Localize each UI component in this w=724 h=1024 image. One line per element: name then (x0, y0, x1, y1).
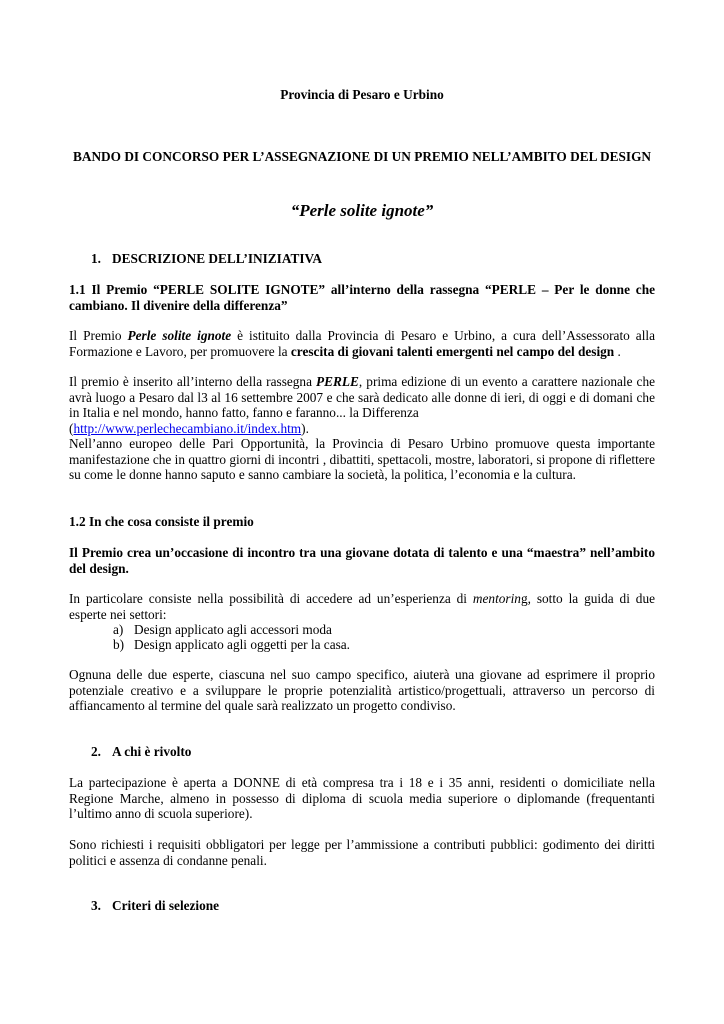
paragraph-perle-rassegna: Il premio è inserito all’interno della rassegna PERLE, prima edizione di un evento a carattere nazionale che avrà luogo a Pesaro dal l3 al 16 settembre 2007 e che sarà dedicato alle donne di ieri, di oggi e di domani che in Italia e nel mondo, hanno fatto, fanno e faranno... la Differenza (http://www.perlechecambiano.it/index.htm). (69, 374, 656, 436)
premio-title: “Perle solite ignote” (290, 201, 434, 220)
paragraph-requisiti: Sono richiesti i requisiti obbligatori per legge per l’ammissione a contributi pubblici: godimento dei diritti politici e assenza di condanne penali. (69, 837, 655, 868)
perle-website-link[interactable]: http://www.perlechecambiano.it/index.htm (73, 420, 302, 436)
section3-heading: 3. Criteri di selezione (91, 898, 220, 913)
province-title: Provincia di Pesaro e Urbino (280, 87, 444, 102)
paragraph-mentoring: In particolare consiste nella possibilità di accedere ad un’esperienza di mentoring, sotto la guida di due esperte nei settori: (69, 591, 655, 622)
paragraph-esperte: Ognuna delle due esperte, ciascuna nel suo campo specifico, aiuterà una giovane ad esprimere il proprio potenziale creativo e a sviluppare le proprie potenzialità artistico/progettuali, attraverso un percorso di affiancamento al termine del quale sarà realizzato un progetto condiviso. (69, 667, 655, 714)
subsection-1-2-heading: 1.2 In che cosa consiste il premio (69, 514, 254, 529)
paragraph-premio-intro: Il Premio Perle solite ignote è istituito dalla Provincia di Pesaro e Urbino, a cura dell’Assessorato alla Formazione e Lavoro, per promuovere la crescita di giovani talenti emergenti nel campo del design . (69, 328, 655, 359)
subsection-1-1-heading: 1.1 Il Premio “PERLE SOLITE IGNOTE” all’interno della rassegna “PERLE – Per le donne che cambiano. Il divenire della differenza” (69, 282, 655, 313)
section2-heading: 2. A chi è rivolto (91, 744, 192, 759)
list-item: a) Design applicato agli accessori moda (113, 622, 332, 637)
list-item: b) Design applicato agli oggetti per la casa. (113, 637, 350, 652)
paragraph-pari-opportunita: Nell’anno europeo delle Pari Opportunità, la Provincia di Pesaro Urbino promuove questa importante manifestazione che in quattro giorni di incontri , dibattiti, spettacoli, mostre, laboratori, si propone di riflettere su come le donne hanno saputo e sanno cambiare la società, la politica, l’economia e la cultura. (69, 436, 655, 483)
bando-title: BANDO DI CONCORSO PER L’ASSEGNAZIONE DI UN PREMIO NELL’AMBITO DEL DESIGN (72, 149, 652, 164)
paragraph-premio-occasione: Il Premio crea un’occasione di incontro tra una giovane dotata di talento e una “maestra” nell’ambito del design. (69, 545, 655, 576)
paragraph-partecipazione: La partecipazione è aperta a DONNE di età compresa tra i 18 e i 35 anni, residenti o domiciliate nella Regione Marche, almeno in possesso di diploma di scuola media superiore o diplomande (frequentanti l’ultimo anno di scuola superiore). (69, 775, 655, 822)
section1-heading: 1. DESCRIZIONE DELL’INIZIATIVA (91, 251, 322, 266)
